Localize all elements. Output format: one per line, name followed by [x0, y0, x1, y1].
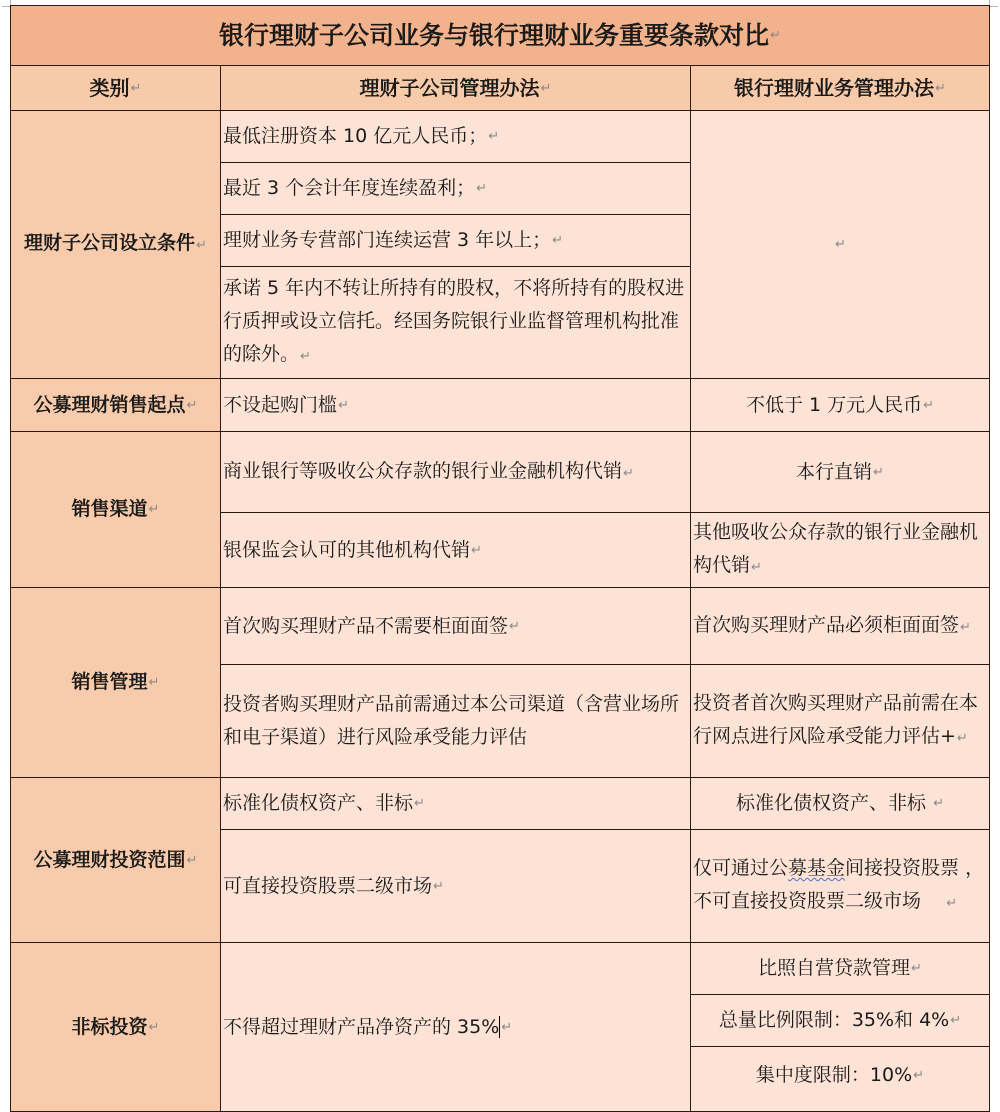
paragraph-mark-icon: ↵ [623, 465, 634, 481]
category-sales-channel[interactable]: 销售渠道 ↵ [10, 431, 221, 588]
paragraph-mark-icon: ↵ [950, 1013, 962, 1028]
header-category[interactable]: 类别 ↵ [10, 65, 221, 111]
paragraph-mark-icon: ↵ [946, 896, 958, 911]
sales-threshold-subsidiary-cell[interactable]: 不设起购门槛 ↵ [220, 378, 691, 432]
sales-management-subsidiary-cell-2[interactable]: 投资者购买理财产品前需通过本公司渠道（含营业场所和电子渠道）进行风险承受能力评估 [220, 664, 691, 778]
paragraph-mark-icon: ↵ [130, 80, 142, 96]
paragraph-mark-icon: ↵ [148, 1019, 160, 1035]
paragraph-mark-icon: ↵ [196, 238, 207, 253]
non-standard-bank-cell-1[interactable]: 比照自营贷款管理 ↵ [690, 942, 990, 995]
sales-channel-subsidiary-cell-2[interactable]: 银保监会认可的其他机构代销 ↵ [220, 512, 691, 588]
header-bank-rules[interactable]: 银行理财业务管理办法 ↵ [690, 65, 990, 111]
paragraph-mark-icon: ↵ [414, 796, 425, 811]
category-sales-management[interactable]: 销售管理 ↵ [10, 587, 221, 778]
setup-equity-cell[interactable]: 承诺 5 年内不转让所持有的股权，不将所持有的股权进行质押或设立信托。经国务院银行业监督管理机构批准的除外。↵ [220, 266, 691, 379]
paragraph-mark-icon: ↵ [186, 397, 198, 413]
paragraph-mark-icon: ↵ [509, 618, 520, 634]
sales-channel-bank-cell-2[interactable]: 其他吸收公众存款的银行业金融机构代销↵ [690, 512, 990, 588]
paragraph-mark-icon: ↵ [540, 80, 552, 96]
table-title-cell[interactable] [10, 5, 990, 66]
paragraph-mark-icon: ↵ [835, 237, 846, 252]
paragraph-mark-icon: ↵ [911, 961, 922, 976]
sales-management-bank-cell-2[interactable]: 投资者首次购买理财产品前需在本行网点进行风险承受能力评估+↵ [690, 664, 990, 778]
category-setup-conditions[interactable]: 理财子公司设立条件↵ [10, 110, 221, 379]
non-standard-bank-cell-2[interactable]: 总量比例限制：35%和 4% ↵ [690, 994, 990, 1047]
sales-threshold-bank-cell[interactable]: 不低于 1 万元人民币 ↵ [690, 378, 990, 432]
sales-channel-bank-cell-1[interactable]: 本行直销 ↵ [690, 431, 990, 513]
non-standard-bank-cell-3[interactable]: 集中度限制：10% ↵ [690, 1046, 990, 1112]
paragraph-mark-icon: ↵ [186, 852, 198, 868]
category-non-standard[interactable]: 非标投资 ↵ [10, 942, 221, 1112]
setup-operation-cell[interactable]: 理财业务专营部门连续运营 3 年以上； ↵ [220, 214, 691, 267]
paragraph-mark-icon: ↵ [488, 129, 500, 144]
paragraph-mark-icon: ↵ [471, 542, 482, 558]
investment-scope-bank-cell-2[interactable]: 仅可通过公募基金间接投资股票 ，不可直接投资股票二级市场 ↵ [690, 829, 990, 943]
paragraph-mark-icon: ↵ [956, 731, 968, 746]
setup-bank-cell[interactable] [690, 110, 990, 379]
investment-scope-subsidiary-cell-2[interactable]: 可直接投资股票二级市场 ↵ [220, 829, 691, 943]
paragraph-mark-icon: ↵ [935, 80, 946, 96]
paragraph-mark-icon: ↵ [433, 878, 444, 894]
investment-scope-bank-cell-1[interactable]: 标准化债权资产、非标 ↵ [690, 777, 990, 830]
paragraph-mark-icon: ↵ [148, 675, 160, 690]
setup-capital-cell[interactable]: 最低注册资本 10 亿元人民币； ↵ [220, 110, 691, 163]
paragraph-mark-icon: ↵ [960, 619, 971, 635]
paragraph-mark-icon: ↵ [770, 28, 781, 43]
category-investment-scope[interactable]: 公募理财投资范围 ↵ [10, 777, 221, 943]
sales-management-subsidiary-cell-1[interactable]: 首次购买理财产品不需要柜面面签 ↵ [220, 587, 691, 665]
header-subsidiary-rules[interactable]: 理财子公司管理办法 ↵ [220, 65, 691, 111]
paragraph-mark-icon: ↵ [873, 464, 884, 480]
table-title: 银行理财子公司业务与银行理财业务重要条款对比 [219, 21, 770, 50]
paragraph-mark-icon: ↵ [476, 181, 488, 196]
paragraph-mark-icon: ↵ [148, 502, 160, 517]
sales-channel-subsidiary-cell-1[interactable]: 商业银行等吸收公众存款的银行业金融机构代销↵ [220, 431, 691, 513]
paragraph-mark-icon: ↵ [933, 796, 944, 811]
paragraph-mark-icon: ↵ [552, 233, 564, 248]
text-cursor [499, 1016, 500, 1038]
sales-management-bank-cell-1[interactable]: 首次购买理财产品必须柜面面签↵ [690, 587, 990, 665]
paragraph-mark-icon: ↵ [913, 1068, 925, 1083]
comparison-table [10, 5, 990, 1105]
setup-profit-cell[interactable]: 最近 3 个会计年度连续盈利； ↵ [220, 162, 691, 215]
paragraph-mark-icon: ↵ [338, 397, 349, 413]
non-standard-subsidiary-cell[interactable]: 不得超过理财产品净资产的 35% ↵ [220, 942, 691, 1112]
category-sales-threshold[interactable]: 公募理财销售起点 ↵ [10, 378, 221, 432]
paragraph-mark-icon: ↵ [923, 397, 935, 413]
paragraph-mark-icon: ↵ [300, 349, 311, 364]
paragraph-mark-icon: ↵ [501, 1019, 513, 1035]
investment-scope-subsidiary-cell-1[interactable]: 标准化债权资产、非标 ↵ [220, 777, 691, 830]
spellcheck-underline: 募基金 [788, 857, 846, 879]
page-corner-mark [989, 0, 998, 7]
paragraph-mark-icon: ↵ [751, 560, 762, 575]
